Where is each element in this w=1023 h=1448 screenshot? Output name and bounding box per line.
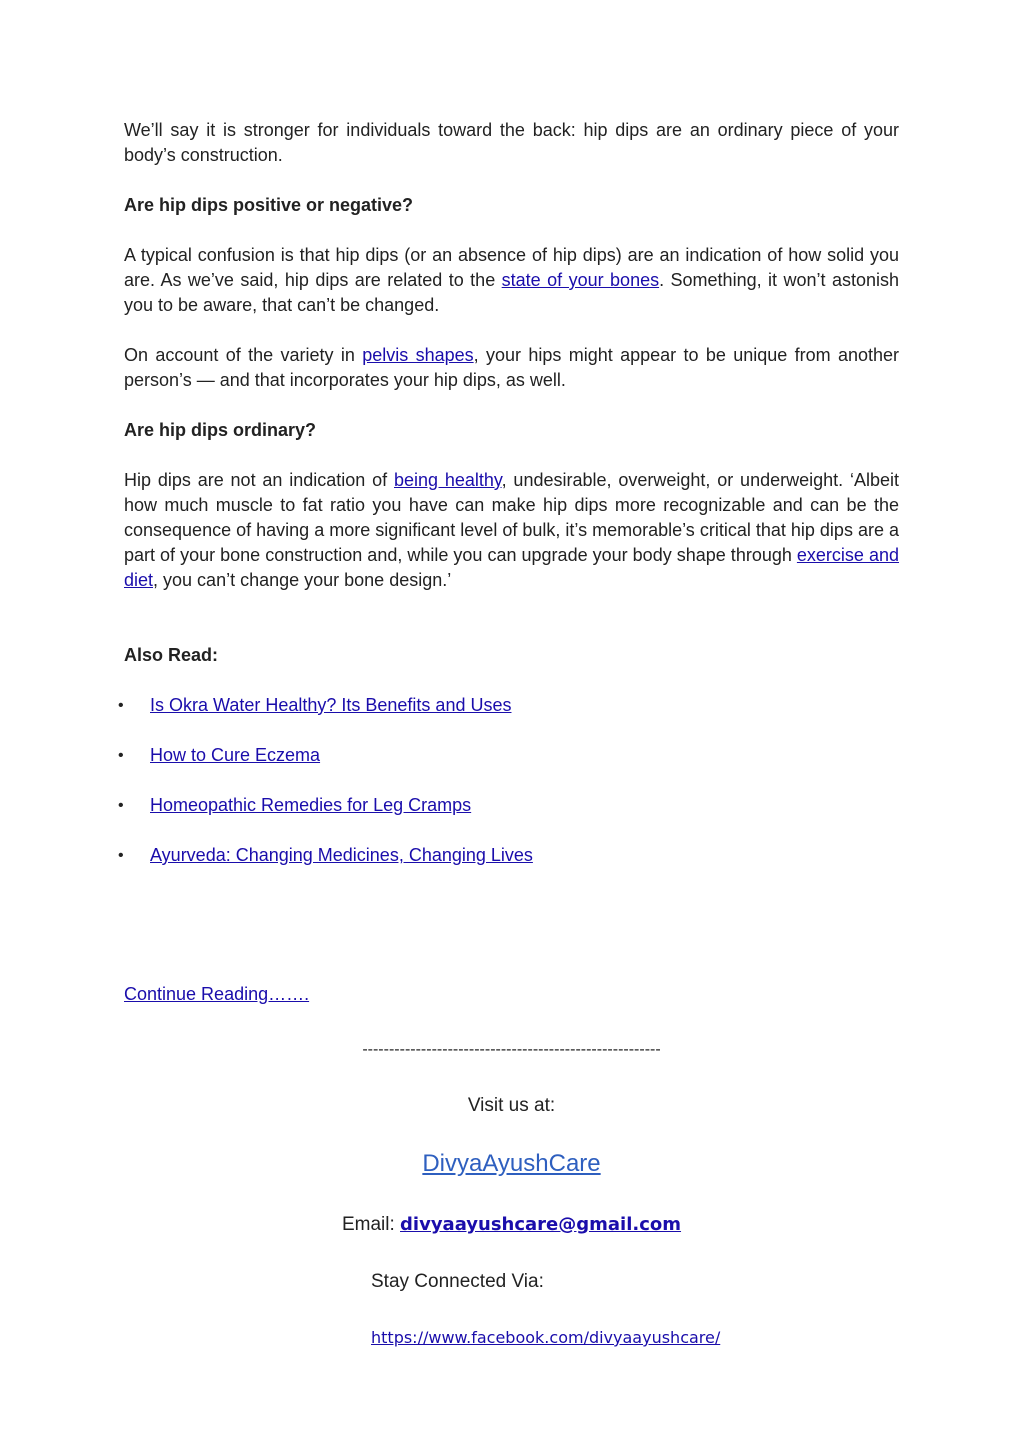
list-item [118, 793, 471, 818]
list-item [118, 843, 533, 868]
also-read-link-leg-cramps[interactable]: Homeopathic Remedies for Leg Cramps [150, 795, 472, 815]
paragraph-text: On account of the variety in [124, 345, 363, 365]
bullet-icon: • [118, 697, 124, 714]
email-link[interactable]: divyaayushcare@gmail.com [400, 1214, 682, 1235]
also-read-link-ayurveda[interactable]: Ayurveda: Changing Medicines, Changing Lives [150, 845, 533, 865]
paragraph-pelvis [124, 343, 899, 393]
bullet-icon: • [118, 747, 124, 764]
also-read-heading: Also Read: [124, 645, 219, 665]
link-state-of-your-bones[interactable]: state of your bones [501, 270, 660, 290]
link-pelvis-shapes[interactable]: pelvis shapes [362, 345, 474, 365]
paragraph-intro [124, 118, 899, 168]
section-heading-ordinary: Are hip dips ordinary? [124, 420, 317, 440]
list-item [118, 693, 511, 718]
email-row [0, 1211, 1023, 1238]
list-item [118, 743, 320, 768]
divider: -------------------------------------------------------- [362, 1041, 661, 1058]
brand-link-row [0, 1148, 1023, 1181]
link-being-healthy[interactable]: being healthy [394, 470, 502, 490]
stay-connected-label: Stay Connected Via: [371, 1271, 544, 1292]
paragraph-text: . Something, it won’t astonish you to be aware, that can’t be changed. [124, 270, 899, 315]
paragraph-text: , you can’t change your bone design.’ [153, 570, 452, 590]
section-heading-positive-negative: Are hip dips positive or negative? [124, 195, 414, 215]
email-label: Email: [341, 1214, 401, 1235]
bullet-icon: • [118, 797, 124, 814]
also-read-link-okra-water[interactable]: Is Okra Water Healthy? Its Benefits and Uses [150, 695, 512, 715]
facebook-link[interactable]: https://www.facebook.com/divyaayushcare/ [371, 1328, 721, 1347]
paragraph-healthy [124, 468, 899, 593]
also-read-link-eczema[interactable]: How to Cure Eczema [150, 745, 321, 765]
continue-reading-link[interactable]: Continue Reading……. [124, 984, 310, 1004]
paragraph-text: Hip dips are not an indication of [124, 470, 394, 490]
visit-label: Visit us at: [467, 1095, 556, 1116]
brand-link[interactable]: DivyaAyushCare [422, 1150, 601, 1177]
paragraph-text: , your hips might appear to be unique from another person’s — and that incorporates your hip dips, as well. [124, 345, 899, 390]
link-exercise-and-diet[interactable]: exercise and diet [124, 545, 899, 590]
paragraph-text: We’ll say it is stronger for individuals toward the back: hip dips are an ordinary piece of your body’s construction. [124, 120, 899, 165]
bullet-icon: • [118, 847, 124, 864]
paragraph-confusion [124, 243, 899, 318]
paragraph-text: , undesirable, overweight, or underweight. ‘Albeit how much muscle to fat ratio you have can make hip dips more recognizable and can be the consequence of having a more significant level of bulk, it’s memorable’s critical that hip dips are a part of your bone construction and, while you can upgrade your body shape through [124, 470, 899, 565]
paragraph-text: A typical confusion is that hip dips (or an absence of hip dips) are an indication of how solid you are. As we’ve said, hip dips are related to the [124, 245, 899, 290]
